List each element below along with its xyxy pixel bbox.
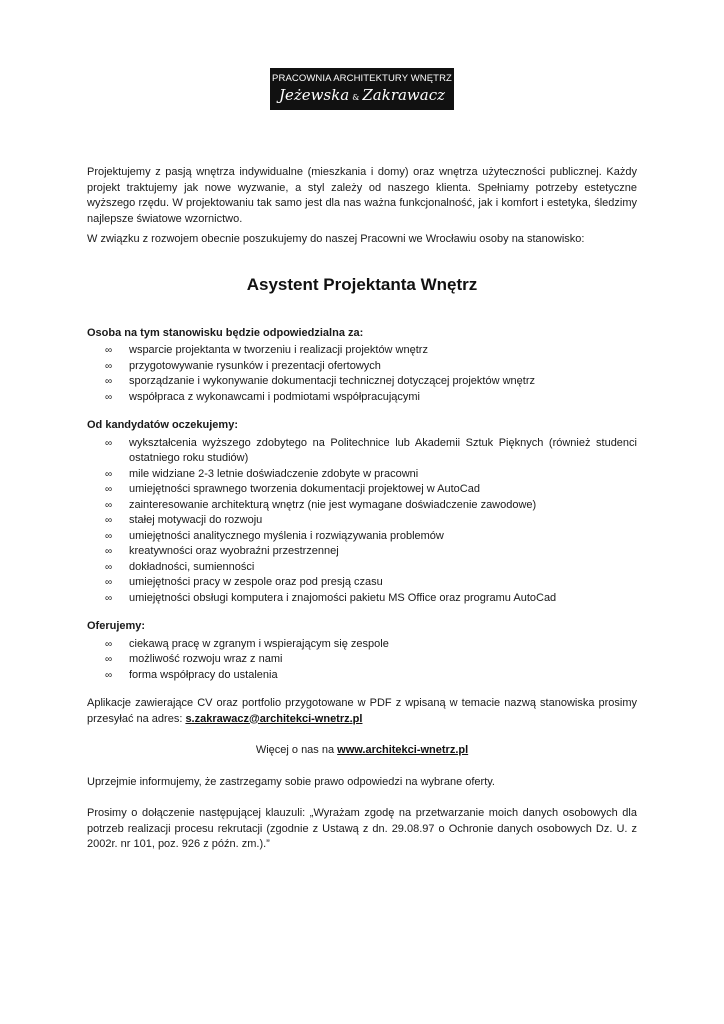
search-paragraph: W związku z rozwojem obecnie poszukujemy do naszej Pracowni we Wrocławiu osoby na stanowisko: [87,233,585,245]
more-info-paragraph [87,743,637,759]
gdpr-clause-paragraph: Prosimy o dołączenie następującej klauzuli: „Wyrażam zgodę na przetwarzanie moich danych osobowych dla potrzeb realizacji procesu rekrutacji (zgodnie z Ustawą z dn. 29.08.97 o Ochronie danych osobowych Dz. U. z 2002r. nr 101, poz. 926 z późn. zm.).” [87,807,637,850]
list-item-text: możliwość rozwoju wraz z nami [129,653,283,665]
list-item-text: wykształcenia wyższego zdobytego na Politechnice lub Akademii Sztuk Pięknych (również studenci ostatniego roku studiów) [129,436,637,464]
list-item-text: zainteresowanie architekturą wnętrz (nie jest wymagane doświadczenie zawodowe) [129,498,537,511]
list-item [87,467,637,483]
list-item [87,637,637,653]
list-item [87,591,637,607]
requirements-heading: Od kandydatów oczekujemy: [87,419,238,431]
logo-studio-name: PRACOWNIA ARCHITEKTURY WNĘTRZ [272,73,452,84]
contact-email-link[interactable]: s.zakrawacz@architekci-wnetrz.pl [185,712,363,725]
logo-owner-names [270,85,454,108]
list-item-text: ciekawą pracę w zgranym i wspierającym się zespole [129,637,389,650]
list-item-text: mile widziane 2-3 letnie doświadczenie zdobyte w pracowni [129,467,419,480]
list-item-text: umiejętności analitycznego myślenia i rozwiązywania problemów [129,529,444,542]
logo-name-first: Jeżewska [278,86,350,104]
list-item [87,482,637,498]
bullet-icon: ∞ [105,577,113,588]
bullet-icon: ∞ [105,669,113,681]
list-item [87,529,637,545]
intro-paragraph: Projektujemy z pasją wnętrza indywidualne (mieszkania i domy) oraz wnętrza użyteczności publicznej. Każdy projekt traktujemy jak nowe wyzwanie, a styl zależy od naszego klienta. Spełniamy potrzeby estetyczne wyższego rzędu. W projektowaniu tak samo jest dla nas ważna funkcjonalność, jak i komfort i estetyka, śledzimy najlepsze światowe wzornictwo. [87,166,637,225]
list-item [87,359,637,375]
responsibilities-list [87,343,637,405]
application-paragraph [87,696,637,727]
list-item-text: stałej motywacji do rozwoju [129,514,263,526]
bullet-icon: ∞ [105,530,113,542]
bullet-icon: ∞ [105,499,113,511]
list-item [87,652,637,668]
bullet-icon: ∞ [105,376,113,387]
notice-paragraph: Uprzejmie informujemy, że zastrzegamy sobie prawo odpowiedzi na wybrane oferty. [87,775,495,788]
list-item [87,544,637,560]
bullet-icon: ∞ [105,468,113,480]
list-item-text: umiejętności pracy w zespole oraz pod presją czasu [129,576,383,588]
list-item [87,343,637,359]
bullet-icon: ∞ [105,638,113,650]
list-item-text: kreatywności oraz wyobraźni przestrzennej [129,545,339,557]
company-logo [270,68,454,110]
list-item-text: wsparcie projektanta w tworzeniu i realizacji projektów wnętrz [129,344,428,356]
logo-ampersand: & [352,93,360,102]
list-item-text: umiejętności obsługi komputera i znajomości pakietu MS Office oraz programu AutoCad [129,591,557,604]
application-text: Aplikacje zawierające CV oraz portfolio przygotowane w PDF z wpisaną w temacie nazwą stanowiska prosimy przesyłać na adres: [87,697,637,725]
offer-list [87,637,637,684]
list-item [87,560,637,576]
bullet-icon: ∞ [105,391,113,403]
requirements-list [87,436,637,607]
document-content [87,165,637,853]
bullet-icon: ∞ [105,561,113,573]
list-item [87,668,637,684]
list-item [87,374,637,390]
list-item [87,436,637,467]
bullet-icon: ∞ [105,484,113,495]
bullet-icon: ∞ [105,654,113,665]
website-link[interactable]: www.architekci-wnetrz.pl [337,744,469,756]
bullet-icon: ∞ [105,515,113,526]
list-item [87,390,637,406]
list-item [87,513,637,529]
list-item [87,575,637,591]
position-title: Asystent Projektanta Wnętrz [246,274,478,294]
list-item-text: dokładności, sumienności [129,560,255,573]
list-item-text: współpraca z wykonawcami i podmiotami współpracującymi [129,390,420,403]
bullet-icon: ∞ [105,360,113,372]
list-item-text: umiejętności sprawnego tworzenia dokumentacji projektowej w AutoCad [129,483,480,495]
offer-heading: Oferujemy: [87,620,146,632]
logo-name-second: Zakrawacz [362,86,446,104]
bullet-icon: ∞ [105,592,113,604]
responsibilities-heading: Osoba na tym stanowisku będzie odpowiedzialna za: [87,326,364,339]
list-item-text: forma współpracy do ustalenia [129,668,278,681]
bullet-icon: ∞ [105,345,113,356]
list-item-text: przygotowywanie rysunków i prezentacji ofertowych [129,359,381,372]
list-item-text: sporządzanie i wykonywanie dokumentacji technicznej dotyczącej projektów wnętrz [129,375,535,387]
more-info-text: Więcej o nas na [255,744,338,756]
bullet-icon: ∞ [105,437,113,449]
bullet-icon: ∞ [105,546,113,557]
list-item [87,498,637,514]
